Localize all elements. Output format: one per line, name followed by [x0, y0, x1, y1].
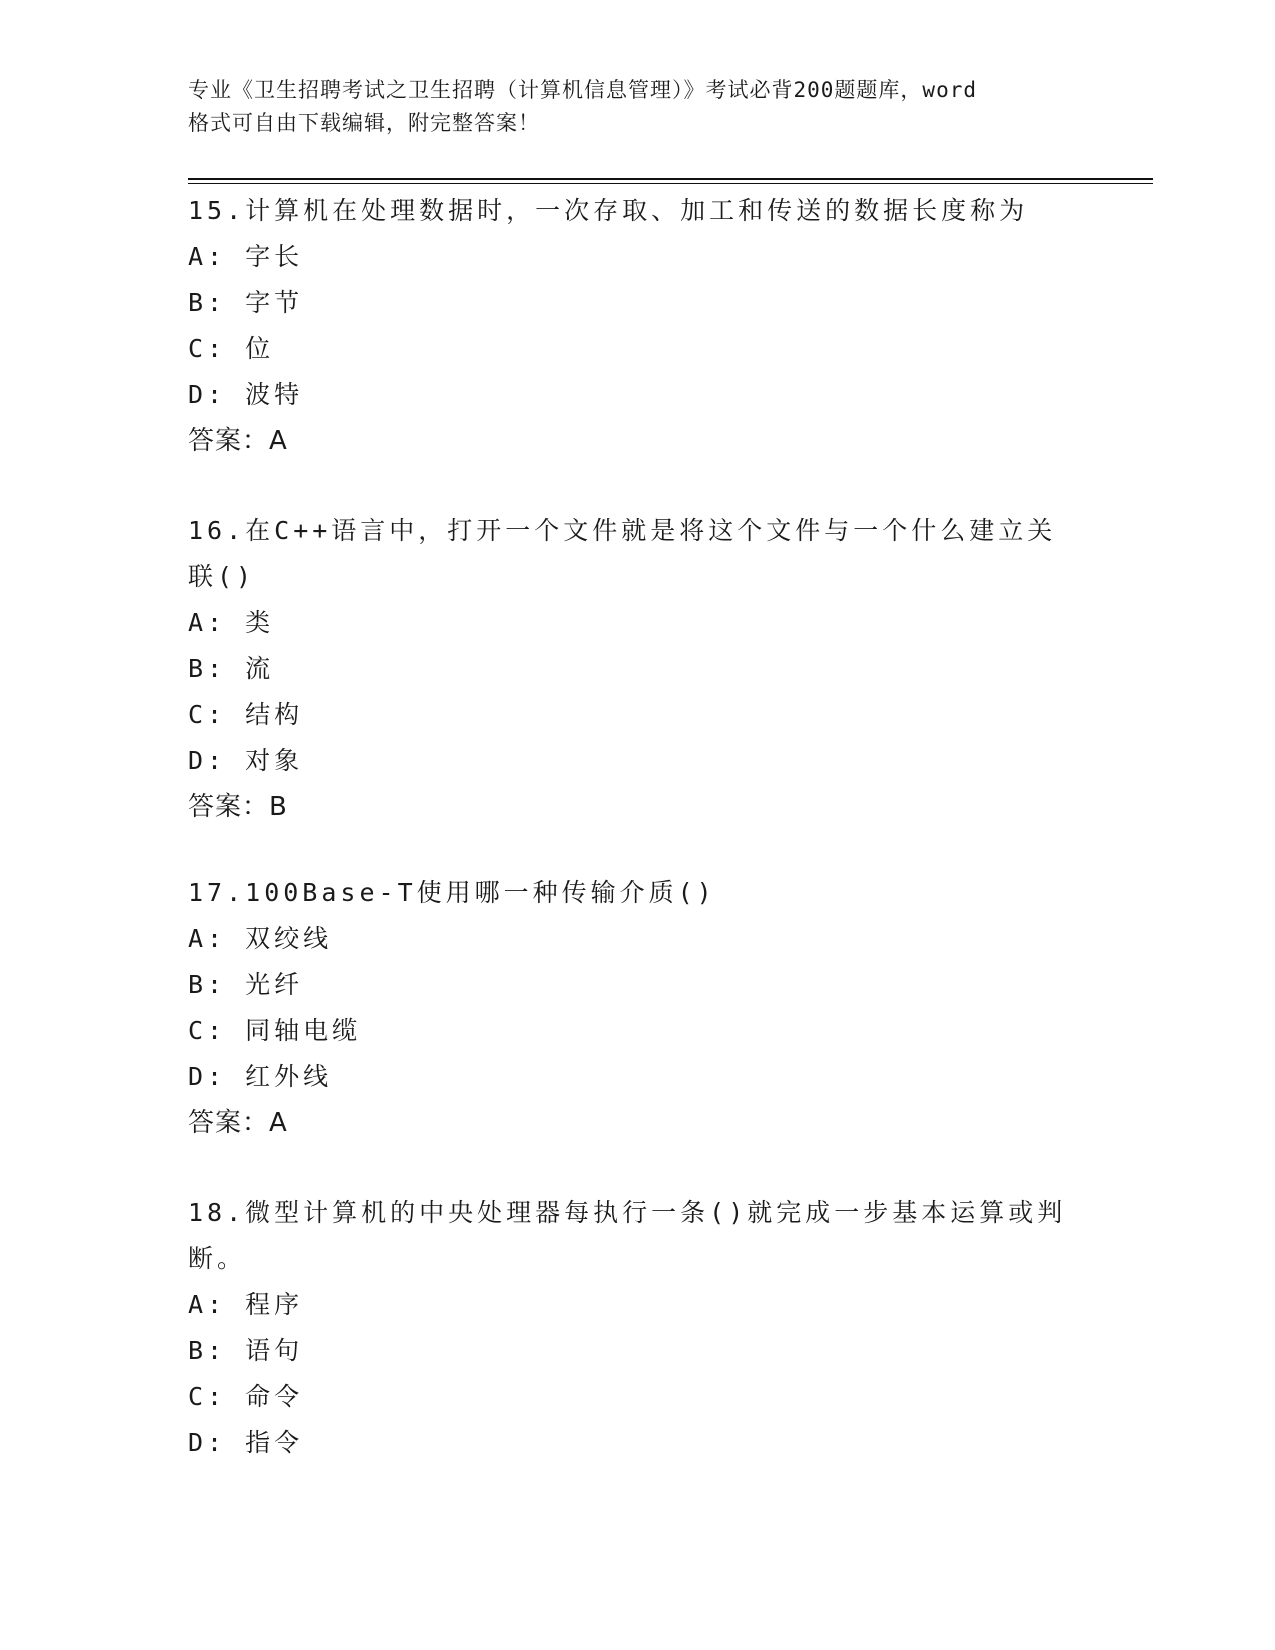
option-a: A: 程序	[188, 1290, 304, 1319]
option-c: C: 同轴电缆	[188, 1016, 362, 1045]
question-16	[188, 508, 1088, 830]
question-18	[188, 1190, 1088, 1466]
question-stem: 18.微型计算机的中央处理器每执行一条()就完成一步基本运算或判断。	[188, 1198, 1067, 1273]
header-line-1: 专业《卫生招聘考试之卫生招聘（计算机信息管理）》考试必背200题题库，word	[188, 78, 977, 102]
option-a: A: 字长	[188, 242, 304, 271]
answer-text: 答案：A	[188, 426, 288, 456]
option-b: B: 流	[188, 654, 275, 683]
option-c: C: 命令	[188, 1382, 304, 1411]
header-divider-thin	[188, 183, 1153, 184]
header-divider-thick	[188, 178, 1153, 180]
option-b: B: 语句	[188, 1336, 304, 1365]
option-c: C: 结构	[188, 700, 304, 729]
option-a: A: 类	[188, 608, 275, 637]
option-a: A: 双绞线	[188, 924, 333, 953]
question-17	[188, 870, 1088, 1146]
question-stem: 17.100Base-T使用哪一种传输介质()	[188, 878, 716, 907]
question-15	[188, 188, 1088, 464]
option-d: D: 指令	[188, 1428, 304, 1457]
option-d: D: 红外线	[188, 1062, 333, 1091]
answer-text: 答案：B	[188, 792, 288, 822]
answer-text: 答案：A	[188, 1108, 288, 1138]
option-c: C: 位	[188, 334, 275, 363]
document-header	[188, 74, 1088, 140]
question-stem: 15.计算机在处理数据时，一次存取、加工和传送的数据长度称为	[188, 196, 1029, 225]
option-b: B: 光纤	[188, 970, 304, 999]
option-d: D: 波特	[188, 380, 304, 409]
header-line-2: 格式可自由下载编辑，附完整答案！	[188, 111, 540, 135]
question-stem: 16.在C++语言中，打开一个文件就是将这个文件与一个什么建立关联()	[188, 516, 1057, 591]
option-d: D: 对象	[188, 746, 304, 775]
option-b: B: 字节	[188, 288, 304, 317]
